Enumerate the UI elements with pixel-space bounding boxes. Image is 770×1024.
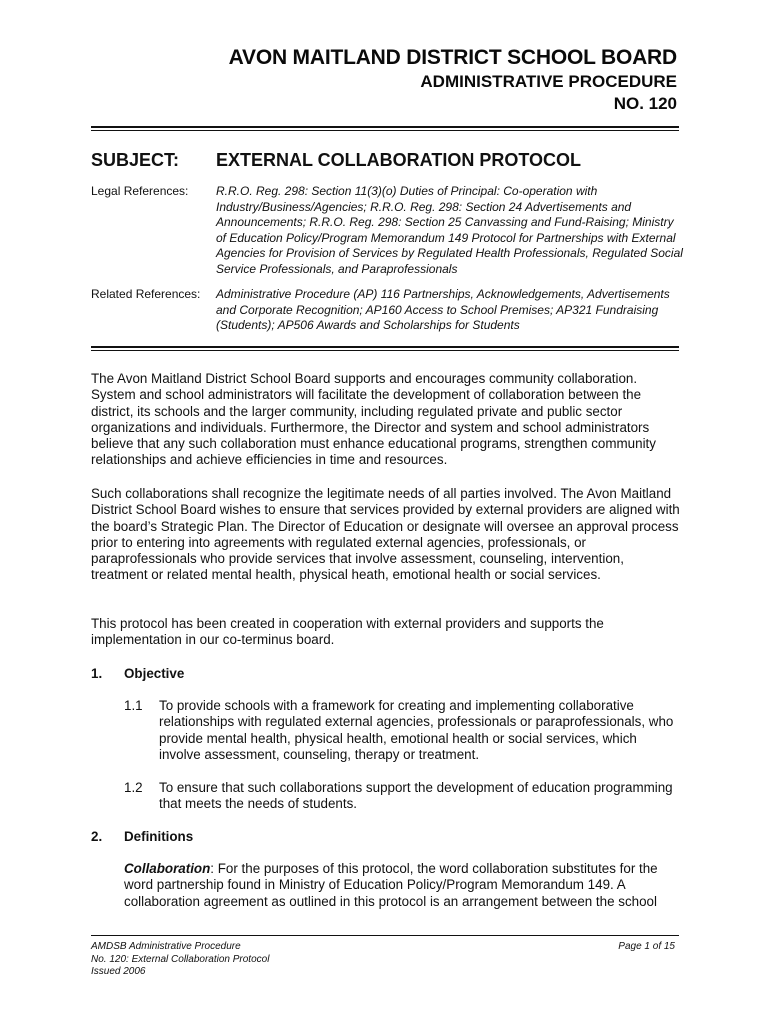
subject-title: EXTERNAL COLLABORATION PROTOCOL xyxy=(216,150,582,170)
subsection-text: To ensure that such collaborations support the development of education programming that meets the needs of students. xyxy=(159,780,673,812)
subject-label: SUBJECT: xyxy=(91,150,180,170)
collaboration-paragraph: Such collaborations shall recognize the legitimate needs of all parties involved. The Avon Maitland District School Board wishes to ensure that services provided by external providers are aligned with the board’s Strategic Plan. The Director of Education or designate will oversee an approval process prior to entering into agreements with regulated external agencies, professionals, or paraprofessionals who provide services that involve assessment, counseling, intervention, treatment or related mental health, physical heath, emotional health or social services. xyxy=(91,486,680,583)
subsection-number: 1.2 xyxy=(124,780,143,795)
section-title-objective: Objective xyxy=(124,666,185,681)
footer-info xyxy=(91,941,269,979)
references-divider xyxy=(91,346,679,351)
definition-paragraph xyxy=(124,861,680,910)
organization-title: AVON MAITLAND DISTRICT SCHOOL BOARD xyxy=(228,46,677,69)
document-type: ADMINISTRATIVE PROCEDURE xyxy=(420,72,677,91)
section-number: 1. xyxy=(91,666,103,681)
definition-term: Collaboration xyxy=(124,861,211,876)
protocol-paragraph: This protocol has been created in cooperation with external providers and supports the implementation in our co-terminus board. xyxy=(91,616,604,648)
related-references-label: Related References: xyxy=(91,287,201,301)
legal-references-text: R.R.O. Reg. 298: Section 11(3)(o) Duties of Principal: Co-operation with Industry/Business/Agencies; R.R.O. Reg. 298: Section 24 Advertisements and Announcements; R.R.O. Reg. 298: Section 25 Canvassing and Fund-Raising; Ministry of Education Policy/Program Memorandum 149 Protocol for Partnerships with External Agencies for Provision of Services by Regulated Health Professionals, Regulated Social Service Professionals, and Paraprofessionals xyxy=(216,184,683,276)
footer-line: No. 120: External Collaboration Protocol xyxy=(91,953,270,965)
definition-text: : For the purposes of this protocol, the word collaboration substitutes for the word partnership found in Ministry of Education Policy/Program Memorandum 149. A collaboration agreement as outlined in this protocol is an arrangement between the school xyxy=(124,861,658,909)
footer-divider xyxy=(91,935,679,936)
related-references-text: Administrative Procedure (AP) 116 Partnerships, Acknowledgements, Advertisements and Corporate Recognition; AP160 Access to School Premises; AP321 Fundraising (Students); AP506 Awards and Scholarships for Students xyxy=(216,287,670,333)
section-title-definitions: Definitions xyxy=(124,829,194,844)
footer-line: Issued 2006 xyxy=(91,966,146,977)
page-number: Page 1 of 15 xyxy=(618,941,675,952)
subsection-number: 1.1 xyxy=(124,698,143,713)
intro-paragraph: The Avon Maitland District School Board supports and encourages community collaboration. System and school administrators will facilitate the development of collaboration between the district, its schools and the larger community, including regulated private and public sector organizations and individuals. Furthermore, the Director and system and school administrators believe that any such collaboration must enhance educational programs, strengthen community relationships and achieve efficiencies in time and resources. xyxy=(91,371,656,468)
legal-references-label: Legal References: xyxy=(91,184,189,198)
document-number: NO. 120 xyxy=(613,94,677,113)
section-number: 2. xyxy=(91,829,103,844)
footer-line: AMDSB Administrative Procedure xyxy=(91,941,241,952)
header-divider xyxy=(91,126,679,131)
subsection-text: To provide schools with a framework for creating and implementing collaborative relationships with regulated external agencies, professionals or paraprofessionals, who provide mental health, physical health, emotional health or social services, which involve assessment, counseling, therapy or treatment. xyxy=(159,698,674,762)
